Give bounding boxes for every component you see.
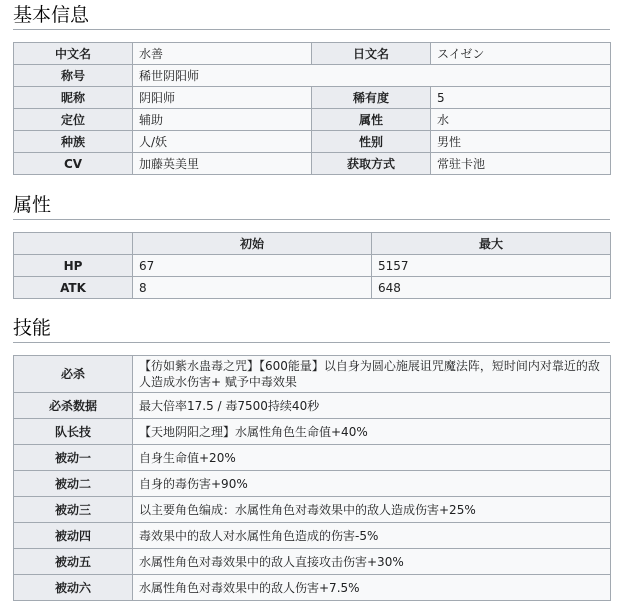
table-row [14, 65, 611, 87]
row-header: 昵称 [14, 87, 133, 109]
cell-value: 67 [133, 255, 372, 277]
cell-value: スイゼン [431, 43, 611, 65]
cell-value: 人/妖 [133, 131, 312, 153]
cell-value: 加藤英美里 [133, 153, 312, 175]
row-header: 称号 [14, 65, 133, 87]
row-header: 日文名 [312, 43, 431, 65]
row-header: 被动五 [14, 549, 133, 575]
row-header: 获取方式 [312, 153, 431, 175]
cell-value: 辅助 [133, 109, 312, 131]
table-row [14, 87, 611, 109]
row-header: 被动二 [14, 471, 133, 497]
table-row [14, 153, 611, 175]
cell-value: 水属性角色对毒效果中的敌人直接攻击伤害+30% [133, 549, 611, 575]
cell-value: 男性 [431, 131, 611, 153]
table-row [14, 445, 611, 471]
table-row [14, 393, 611, 419]
row-header: CV [14, 153, 133, 175]
row-header: 被动四 [14, 523, 133, 549]
cell-value: 阴阳师 [133, 87, 312, 109]
table-row [14, 497, 611, 523]
section-title-attributes: 属性 [13, 193, 610, 220]
row-header: HP [14, 255, 133, 277]
table-row [14, 471, 611, 497]
table-header-row [14, 233, 611, 255]
cell-value: 常驻卡池 [431, 153, 611, 175]
section-title-skills: 技能 [13, 316, 610, 343]
cell-value: 自身生命值+20% [133, 445, 611, 471]
cell-value: 以主要角色编成：水属性角色对毒效果中的敌人造成伤害+25% [133, 497, 611, 523]
cell-value: 水 [431, 109, 611, 131]
cell-value: 5157 [372, 255, 611, 277]
row-header: 定位 [14, 109, 133, 131]
cell-value: 水属性角色对毒效果中的敌人伤害+7.5% [133, 575, 611, 601]
column-header: 初始 [133, 233, 372, 255]
row-header: 属性 [312, 109, 431, 131]
basic-info-table [13, 42, 611, 175]
cell-value: 自身的毒伤害+90% [133, 471, 611, 497]
cell-value: 8 [133, 277, 372, 299]
row-header: 稀有度 [312, 87, 431, 109]
table-row [14, 43, 611, 65]
row-header: ATK [14, 277, 133, 299]
column-header [14, 233, 133, 255]
table-row [14, 549, 611, 575]
cell-value: 648 [372, 277, 611, 299]
table-row [14, 255, 611, 277]
table-row [14, 277, 611, 299]
table-row [14, 419, 611, 445]
row-header: 被动六 [14, 575, 133, 601]
row-header: 性别 [312, 131, 431, 153]
cell-value: 【天地阴阳之理】水属性角色生命值+40% [133, 419, 611, 445]
row-header: 种族 [14, 131, 133, 153]
column-header: 最大 [372, 233, 611, 255]
cell-value: 【彷如紫水蛊毒之咒】【600能量】以自身为圆心施展诅咒魔法阵，短时间内对靠近的敌人造成水伤害+ 赋予中毒效果 [133, 356, 611, 393]
row-header: 被动一 [14, 445, 133, 471]
cell-value: 水善 [133, 43, 312, 65]
row-header: 队长技 [14, 419, 133, 445]
section-title-basic-info: 基本信息 [13, 3, 610, 30]
table-row [14, 356, 611, 393]
attributes-table [13, 232, 611, 299]
row-header: 必杀 [14, 356, 133, 393]
row-header: 中文名 [14, 43, 133, 65]
row-header: 被动三 [14, 497, 133, 523]
cell-value: 毒效果中的敌人对水属性角色造成的伤害-5% [133, 523, 611, 549]
skills-table [13, 355, 611, 601]
row-header: 必杀数据 [14, 393, 133, 419]
table-row [14, 523, 611, 549]
cell-value: 稀世阴阳师 [133, 65, 611, 87]
table-row [14, 131, 611, 153]
table-row [14, 109, 611, 131]
cell-value: 5 [431, 87, 611, 109]
cell-value: 最大倍率17.5 / 毒7500持续40秒 [133, 393, 611, 419]
table-row [14, 575, 611, 601]
